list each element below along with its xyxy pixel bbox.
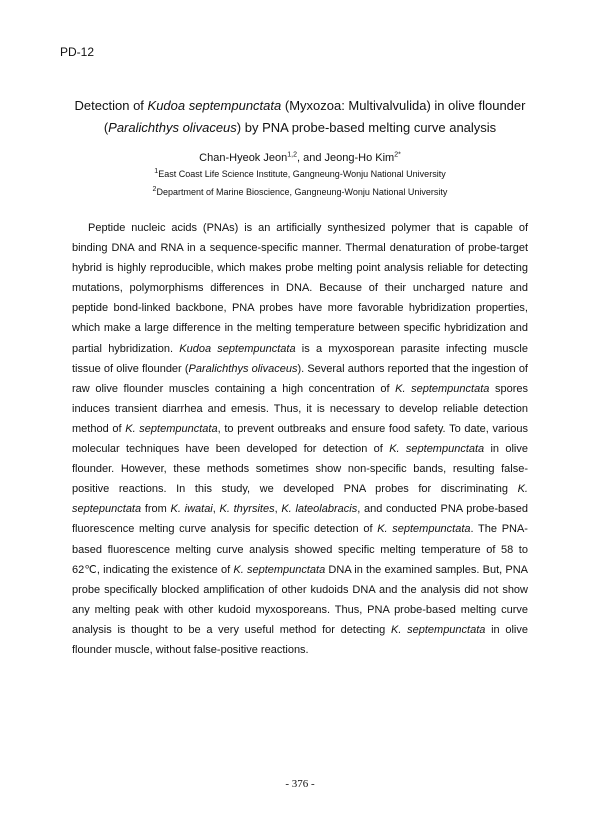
species-name: Paralichthys olivaceus [188, 362, 298, 375]
author-name: Chan-Hyeok Jeon [199, 152, 288, 164]
title-text: ) by PNA probe-based melting curve analysis [236, 120, 497, 135]
abstract-text: DNA in the examined samples. But, PNA probe specifically blocked amplification of other kudoids DNA and the analysis did not show any melting peak with other kudoid myxosporeans. Thus, PNA probe-based melting curve analysis is thought to be a very useful method for detecting [72, 563, 529, 636]
title-text: (Myxozoa: Multivalvulida) in olive flounder [281, 98, 526, 113]
species-name: K. iwatai [170, 503, 213, 516]
abstract-text: . The PNA-based fluorescence melting curve analysis showed specific melting temperature of 58 to 62℃, indicating the existence of [72, 523, 528, 576]
species-name: K. septempunctata [389, 443, 485, 456]
affiliation-mark: 2 [152, 186, 157, 193]
title-species: Kudoa septempunctata [147, 98, 282, 113]
author-list [40, 151, 560, 165]
author-name: Jeong-Ho Kim [324, 152, 395, 164]
author-affiliation-mark: 1,2 [287, 151, 297, 159]
abstract-text: , and conducted PNA probe-based fluorescence melting curve analysis for specific detection of [72, 503, 528, 536]
page-id: PD-12 [60, 45, 95, 59]
abstract-text: ). Several authors reported that the ingestion of raw olive flounder muscles containing a high concentration of [72, 362, 528, 395]
author-separator: , and [296, 152, 325, 164]
species-name: Kudoa septempunctata [179, 342, 296, 355]
affiliation [40, 186, 560, 198]
title-text: Detection of [74, 98, 148, 113]
species-name: K. septempunctata [233, 563, 326, 576]
species-name: K. septepunctata [72, 483, 528, 516]
affiliation-text: East Coast Life Science Institute, Gangneung-Wonju National University [158, 169, 446, 179]
abstract [72, 218, 528, 660]
abstract-text: in olive flounder muscle, without false-positive reactions. [72, 623, 528, 656]
affiliation-mark: 1 [154, 168, 159, 175]
abstract-text: Peptide nucleic acids (PNAs) is an artificially synthesized polymer that is capable of binding DNA and RNA in a sequence-specific manner. Thermal denaturation of probe-target hybrid is highly reproducible, which makes probe melting point analysis reliable for detecting mutations, polymorphisms differences in DNA. Because of their uncharged nature and peptide bond-linked backbone, PNA probes have more favorable hybridization properties, which make a large difference in the melting temperature between specific hybridization and partial hybridization. [72, 222, 528, 355]
page-number: - 376 - [285, 778, 315, 790]
species-name: K. septempunctata [377, 523, 471, 536]
abstract-text: spores induces transient diarrhea and emesis. Thus, it is necessary to develop reliable detection method of [72, 382, 528, 435]
abstract-paragraph [72, 218, 528, 660]
species-name: K. septempunctata [391, 623, 486, 636]
title-species: Paralichthys olivaceus [108, 120, 237, 135]
abstract-text: , [212, 503, 220, 516]
author-affiliation-mark: 2* [394, 151, 401, 159]
title-text: ( [103, 120, 109, 135]
species-name: K. lateolabracis [281, 503, 358, 516]
species-name: K. septempunctata [125, 422, 218, 435]
species-name: K. septempunctata [395, 382, 490, 395]
paper-title [40, 95, 560, 139]
abstract-text: is a myxosporean parasite infecting muscle tissue of olive flounder ( [72, 342, 528, 375]
affiliation [40, 168, 560, 180]
abstract-text: , [274, 503, 282, 516]
abstract-text: , to prevent outbreaks and ensure food safety. To date, various molecular techniques have been developed for detection of [72, 422, 528, 456]
abstract-text: in olive flounder. However, these methods sometimes show non-specific bands, resulting false-positive reactions. In this study, we developed PNA probes for discriminating [72, 443, 528, 496]
abstract-text: from [141, 503, 171, 516]
affiliation-text: Department of Marine Bioscience, Gangneung-Wonju National University [156, 187, 448, 197]
species-name: K. thyrsites [219, 503, 275, 516]
